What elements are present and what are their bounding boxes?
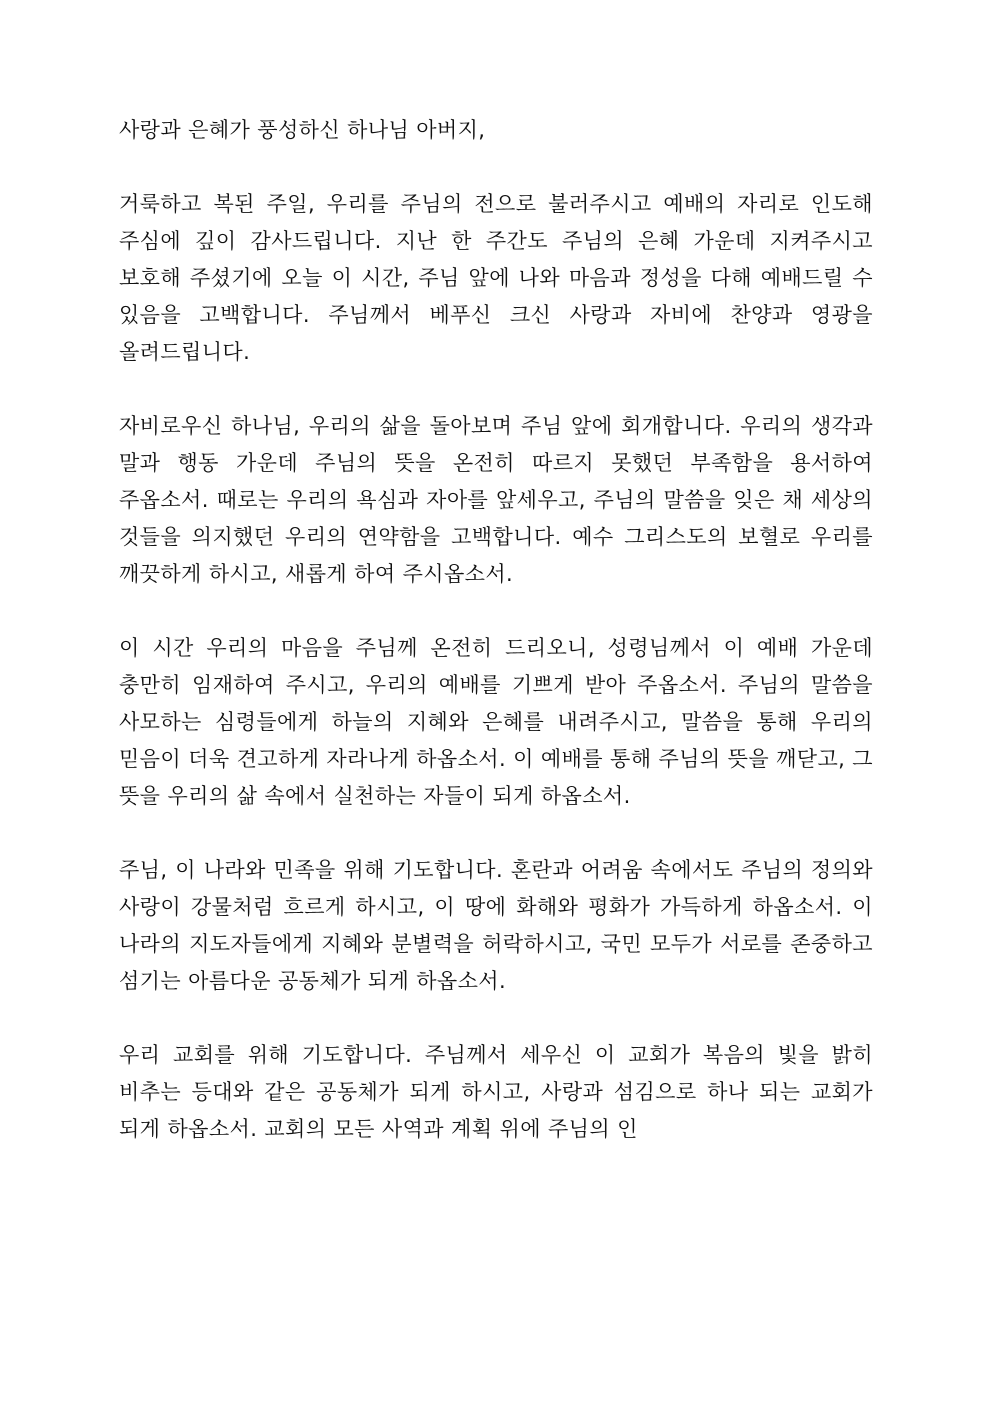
paragraph-salutation: 사랑과 은혜가 풍성하신 하나님 아버지,	[119, 118, 486, 142]
paragraph-nation: 주님, 이 나라와 민족을 위해 기도합니다. 혼란과 어려움 속에서도 주님의 정의와 사랑이 강물처럼 흐르게 하시고, 이 땅에 화해와 평화가 가득하게 하옵소서. 이 나라의 지도자들에게 지혜와 분별력을 허락하시고, 국민 모두가 서로를 존중하고 섬기는 아름다운 공동체가 되게 하옵소서.	[119, 858, 873, 993]
prayer-text	[119, 112, 873, 1148]
paragraph-thanksgiving: 거룩하고 복된 주일, 우리를 주님의 전으로 불러주시고 예배의 자리로 인도해 주심에 깊이 감사드립니다. 지난 한 주간도 주님의 은혜 가운데 지켜주시고 보호해 주셨기에 오늘 이 시간, 주님 앞에 나와 마음과 정성을 다해 예배드릴 수 있음을 고백합니다. 주님께서 베푸신 크신 사랑과 자비에 찬양과 영광을 올려드립니다.	[119, 192, 873, 364]
paragraph-church: 우리 교회를 위해 기도합니다. 주님께서 세우신 이 교회가 복음의 빛을 밝히 비추는 등대와 같은 공동체가 되게 하시고, 사랑과 섬김으로 하나 되는 교회가 되게 하옵소서. 교회의 모든 사역과 계획 위에 주님의 인	[119, 1043, 873, 1141]
paragraph-repentance: 자비로우신 하나님, 우리의 삶을 돌아보며 주님 앞에 회개합니다. 우리의 생각과 말과 행동 가운데 주님의 뜻을 온전히 따르지 못했던 부족함을 용서하여 주옵소서. 때로는 우리의 욕심과 자아를 앞세우고, 주님의 말씀을 잊은 채 세상의 것들을 의지했던 우리의 연약함을 고백합니다. 예수 그리스도의 보혈로 우리를 깨끗하게 하시고, 새롭게 하여 주시옵소서.	[119, 414, 873, 586]
paragraph-worship: 이 시간 우리의 마음을 주님께 온전히 드리오니, 성령님께서 이 예배 가운데 충만히 임재하여 주시고, 우리의 예배를 기쁘게 받아 주옵소서. 주님의 말씀을 사모하는 심령들에게 하늘의 지혜와 은혜를 내려주시고, 말씀을 통해 우리의 믿음이 더욱 견고하게 자라나게 하옵소서. 이 예배를 통해 주님의 뜻을 깨닫고, 그 뜻을 우리의 삶 속에서 실천하는 자들이 되게 하옵소서.	[119, 636, 873, 808]
